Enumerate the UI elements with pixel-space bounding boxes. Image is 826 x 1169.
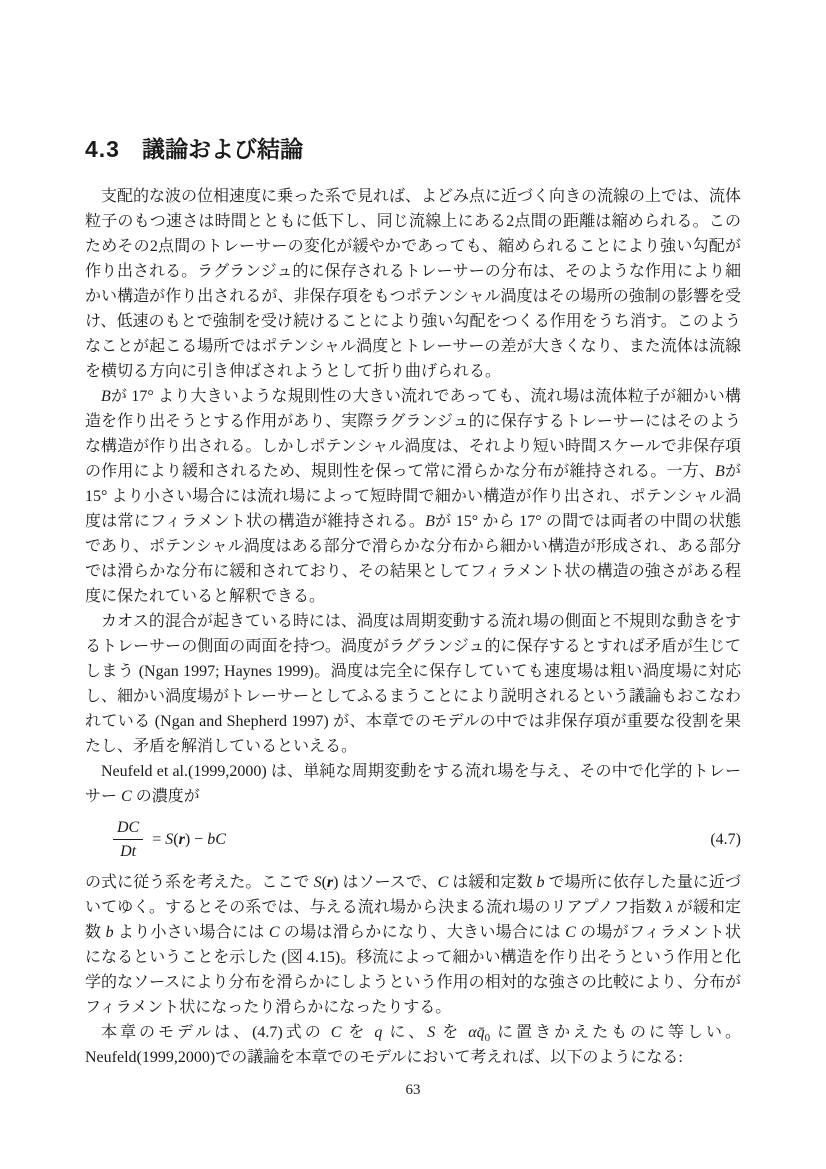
section-heading <box>85 134 741 164</box>
paragraph-b-regimes: Bが 17° より大きいような規則性の大きい流れであっても、流れ場は流体粒子が細かい構造を作り出そうとする作用があり、実際ラグランジュ的に保存するトレーサーにはそのような構造が作り出される。しかしポテンシャル渦度は、それより短い時間スケールで非保存項の作用により緩和されるため、規則性を保って常に滑らかな分布が維持される。一方、Bが 15° より小さい場合には流れ場によって短時間で細かい構造が作り出され、ポテンシャル渦度は常にフィラメント状の構造が維持される。Bが 15° から 17° の間では両者の中間の状態であり、ポテンシャル渦度はある部分で滑らかな分布から細かい構造が形成され、ある部分では滑らかな分布に緩和されており、その結果としてフィラメント状の構造の強さがある程度に保たれていると解釈できる。 <box>85 388 741 605</box>
paragraph-model-equivalence: 本章のモデルは、(4.7)式の C を q に、S を $\alpha q̄_0$ に置きかえたものに等しい。Neufeld(1999,2000)での議論を本章でのモデルにおいて考えれば、以下のようになる: <box>85 1024 741 1066</box>
paragraph-neufeld-intro: Neufeld et al.(1999,2000) は、単純な周期変動をする流れ場を与え、その中で化学的トレーサー C の濃度が <box>85 763 741 805</box>
equation-number: (4.7) <box>710 831 741 848</box>
section-title: 議論および結論 <box>141 136 303 162</box>
equation-fraction <box>113 818 143 861</box>
equation-4-7 <box>113 818 741 861</box>
paragraph-neufeld-result: の式に従う系を考えた。ここで S(r) はソースで、C は緩和定数 b で場所に依存した量に近づいてゆく。するとその系では、与える流れ場から決まる流れ場のリアプノフ指数 λ が緩和定数 b より小さい場合には C の場は滑らかになり、大きい場合には C の場がフィラメント状になるということを示した (図 4.15)。移流によって細かい構造を作り出そうという作用と化学的なソースにより分布を滑らかにしようという作用の相対的な強さの比較により、分布がフィラメント状になったり滑らかになったりする。 <box>85 874 741 1016</box>
page-number: 63 <box>405 1082 421 1098</box>
equation-right-hand-side: = S(r) − bC <box>152 831 226 848</box>
paragraph-stagnation-point: 支配的な波の位相速度に乗った系で見れば、よどみ点に近づく向きの流線の上では、流体粒子のもつ速さは時間とともに低下し、同じ流線上にある2点間の距離は縮められる。このためその2点間のトレーサーの変化が緩やかであっても、縮められることにより強い勾配が作り出される。ラグランジュ的に保存されるトレーサーの分布は、そのような作用により細かい構造が作り出されるが、非保存項をもつポテンシャル渦度はその場所の強制の影響を受け、低速のもとで強制を受け続けることにより強い勾配をつくる作用をうち消す。このようなことが起こる場所ではポテンシャル渦度とトレーサーの差が大きくなり、また流体は流線を横切る方向に引き伸ばされようとして折り曲げられる。 <box>85 188 742 380</box>
section-number: 4.3 <box>85 136 120 162</box>
fraction-numerator: DC <box>113 818 143 840</box>
fraction-denominator: Dt <box>120 843 137 860</box>
paragraph-chaotic-mixing: カオス的混合が起きている時には、渦度は周期変動する流れ場の側面と不規則な動きをするトレーサーの側面の両面を持つ。渦度がラグランジュ的に保存するとすれば矛盾が生じてしまう (Ngan 1997; Haynes 1999)。渦度は完全に保存していても速度場は粗い渦度場に対応し、細かい渦度場がトレーサーとしてふるまうことにより説明されるという議論もおこなわれている (Ngan and Shepherd 1997) が、本章でのモデルの中では非保存項が重要な役割を果たし、矛盾を解消しているといえる。 <box>85 613 742 755</box>
